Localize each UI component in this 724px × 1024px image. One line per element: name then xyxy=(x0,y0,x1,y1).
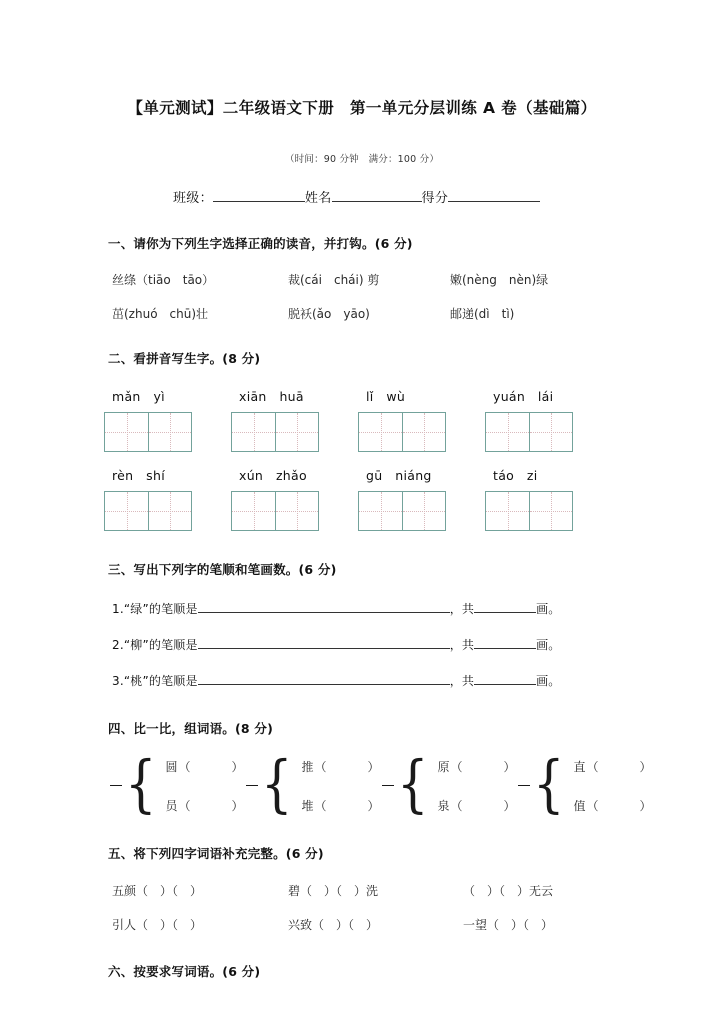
pinyin-row-1 xyxy=(0,387,724,405)
section-2-title: 二、看拼音写生字。(8 分) xyxy=(108,350,261,366)
idiom-item[interactable]: 五颜（ ）（ ） xyxy=(112,883,203,898)
student-info-line xyxy=(0,187,724,206)
pinyin-label: rèn shí xyxy=(112,467,165,483)
brace-group xyxy=(382,746,518,820)
tianzige-cell[interactable] xyxy=(402,413,445,451)
q1-item[interactable]: 裁(cái chái) 剪 xyxy=(288,272,380,287)
section-1-title: 一、请你为下列生字选择正确的读音，并打钩。(6 分) xyxy=(108,235,413,251)
tianzige-row-1 xyxy=(0,412,724,452)
compare-word-top[interactable]: 圆（ ） xyxy=(165,759,245,774)
pinyin-label: xún zhǎo xyxy=(239,467,307,483)
idiom-item[interactable]: 碧（ ）（ ）洗 xyxy=(288,883,379,898)
brace-group xyxy=(518,746,654,820)
idiom-item[interactable]: 引人（ ）（ ） xyxy=(112,917,203,932)
page-title: 【单元测试】二年级语文下册 第一单元分层训练 A 卷（基础篇） xyxy=(127,99,597,117)
pinyin-row-2 xyxy=(0,466,724,484)
stroke-order-mid: ，共 xyxy=(449,601,475,616)
q1-item[interactable]: 邮递(dì tì) xyxy=(450,306,515,321)
tianzige-cell[interactable] xyxy=(232,413,275,451)
idiom-row xyxy=(0,882,724,899)
tianzige-grid[interactable] xyxy=(231,491,319,531)
idiom-item[interactable]: 兴致（ ）（ ） xyxy=(288,917,379,932)
brace-lead-line xyxy=(382,785,394,786)
stroke-order-suffix: 画。 xyxy=(536,637,561,652)
idiom-row xyxy=(0,916,724,933)
tianzige-cell[interactable] xyxy=(275,413,318,451)
brace-group xyxy=(110,746,246,820)
section-4-title: 四、比一比，组词语。(8 分) xyxy=(108,720,273,736)
tianzige-cell[interactable] xyxy=(148,413,191,451)
tianzige-grid[interactable] xyxy=(104,412,192,452)
tianzige-grid[interactable] xyxy=(485,491,573,531)
tianzige-grid[interactable] xyxy=(358,412,446,452)
brace-lead-line xyxy=(246,785,258,786)
tianzige-cell[interactable] xyxy=(105,413,148,451)
tianzige-grid[interactable] xyxy=(358,491,446,531)
compare-word-bottom[interactable]: 值（ ） xyxy=(573,798,653,813)
stroke-order-suffix: 画。 xyxy=(536,673,561,688)
tianzige-row-2 xyxy=(0,491,724,531)
q1-item[interactable]: 脱袄(ǎo yāo) xyxy=(288,306,370,321)
stroke-count-blank[interactable] xyxy=(474,684,536,685)
q1-item[interactable]: 嫩(nèng nèn)绿 xyxy=(450,272,549,287)
tianzige-wrap xyxy=(485,412,612,452)
compare-word-top[interactable]: 推（ ） xyxy=(301,759,381,774)
stroke-order-suffix: 画。 xyxy=(536,601,561,616)
tianzige-wrap xyxy=(358,412,485,452)
brace-words xyxy=(437,758,516,814)
brace-group xyxy=(246,746,382,820)
tianzige-cell[interactable] xyxy=(486,492,529,530)
compare-word-bottom[interactable]: 员（ ） xyxy=(165,798,245,813)
pinyin-label: táo zi xyxy=(493,467,538,483)
compare-word-top[interactable]: 直（ ） xyxy=(573,759,653,774)
brace-lead-line xyxy=(110,785,122,786)
pinyin-label: xiān huā xyxy=(239,388,304,404)
tianzige-cell[interactable] xyxy=(529,413,572,451)
compare-word-bottom[interactable]: 泉（ ） xyxy=(437,798,517,813)
score-blank[interactable] xyxy=(448,201,540,202)
stroke-order-blank[interactable] xyxy=(198,648,450,649)
curly-brace-icon: { xyxy=(260,746,293,820)
idiom-item[interactable]: （ ）（ ）无云 xyxy=(463,883,554,898)
tianzige-cell[interactable] xyxy=(359,492,402,530)
idiom-item[interactable]: 一望（ ）（ ） xyxy=(463,917,554,932)
stroke-count-blank[interactable] xyxy=(474,612,536,613)
tianzige-cell[interactable] xyxy=(148,492,191,530)
tianzige-cell[interactable] xyxy=(402,492,445,530)
pinyin-label: mǎn yì xyxy=(112,388,165,404)
tianzige-cell[interactable] xyxy=(529,492,572,530)
name-label: 姓名 xyxy=(304,190,332,206)
tianzige-wrap xyxy=(104,491,231,531)
stroke-count-blank[interactable] xyxy=(474,648,536,649)
stroke-order-item xyxy=(0,636,724,653)
class-blank[interactable] xyxy=(213,201,305,202)
section-6-title: 六、按要求写词语。(6 分) xyxy=(108,963,261,979)
section-1-row xyxy=(0,271,724,288)
compare-words-row xyxy=(0,746,724,820)
stroke-order-blank[interactable] xyxy=(198,612,450,613)
brace-words xyxy=(573,758,652,814)
score-label: 得分 xyxy=(421,190,449,206)
brace-words xyxy=(301,758,380,814)
tianzige-cell[interactable] xyxy=(105,492,148,530)
tianzige-grid[interactable] xyxy=(485,412,573,452)
stroke-order-mid: ，共 xyxy=(449,637,475,652)
tianzige-wrap xyxy=(231,491,358,531)
tianzige-wrap xyxy=(104,412,231,452)
stroke-order-mid: ，共 xyxy=(449,673,475,688)
brace-words xyxy=(165,758,244,814)
curly-brace-icon: { xyxy=(396,746,429,820)
pinyin-label: yuán lái xyxy=(493,388,554,404)
exam-meta: （时间：90 分钟 满分：100 分） xyxy=(284,153,440,165)
stroke-order-blank[interactable] xyxy=(198,684,450,685)
curly-brace-icon: { xyxy=(532,746,565,820)
q1-item[interactable]: 茁(zhuó chū)壮 xyxy=(112,306,209,321)
tianzige-cell[interactable] xyxy=(359,413,402,451)
tianzige-wrap xyxy=(358,491,485,531)
stroke-order-prefix: 3.“桃”的笔顺是 xyxy=(112,673,198,688)
compare-word-top[interactable]: 原（ ） xyxy=(437,759,517,774)
tianzige-grid[interactable] xyxy=(231,412,319,452)
stroke-order-prefix: 1.“绿”的笔顺是 xyxy=(112,601,198,616)
section-5-title: 五、将下列四字词语补充完整。(6 分) xyxy=(108,845,324,861)
compare-word-bottom[interactable]: 堆（ ） xyxy=(301,798,381,813)
class-label: 班级： xyxy=(173,190,213,206)
section-1-row xyxy=(0,305,724,322)
pinyin-label: gū niáng xyxy=(366,467,432,483)
q1-item[interactable]: 丝绦（tiāo tāo） xyxy=(112,272,215,287)
stroke-order-item xyxy=(0,600,724,617)
tianzige-wrap xyxy=(485,491,612,531)
brace-lead-line xyxy=(518,785,530,786)
section-3-title: 三、写出下列字的笔顺和笔画数。(6 分) xyxy=(108,561,337,577)
tianzige-wrap xyxy=(231,412,358,452)
name-blank[interactable] xyxy=(332,201,422,202)
tianzige-cell[interactable] xyxy=(486,413,529,451)
stroke-order-prefix: 2.“柳”的笔顺是 xyxy=(112,637,198,652)
curly-brace-icon: { xyxy=(124,746,157,820)
pinyin-label: lǐ wù xyxy=(366,388,406,404)
stroke-order-item xyxy=(0,672,724,689)
tianzige-cell[interactable] xyxy=(275,492,318,530)
tianzige-cell[interactable] xyxy=(232,492,275,530)
tianzige-grid[interactable] xyxy=(104,491,192,531)
